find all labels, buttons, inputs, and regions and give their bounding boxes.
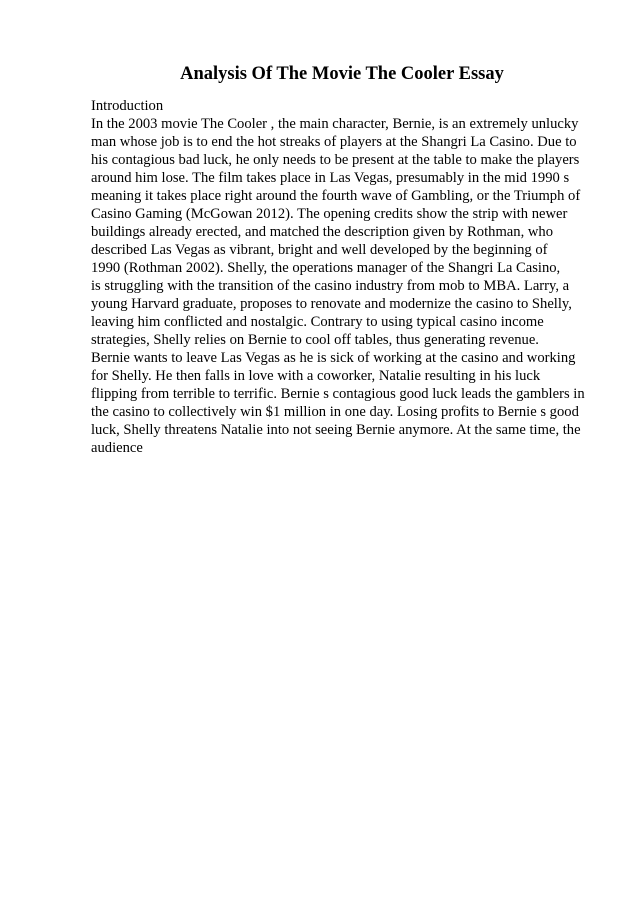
text-line: leaving him conflicted and nostalgic. Contrary to using typical casino income <box>91 314 544 330</box>
text-line: Bernie wants to leave Las Vegas as he is sick of working at the casino and working <box>91 350 576 366</box>
text-line: 1990 (Rothman 2002). Shelly, the operations manager of the Shangri La Casino, <box>91 260 561 276</box>
text-line: for Shelly. He then falls in love with a coworker, Natalie resulting in his luck <box>91 368 541 384</box>
text-line: Introduction <box>91 98 164 114</box>
document-title: Analysis Of The Movie The Cooler Essay <box>180 64 504 84</box>
text-line: man whose job is to end the hot streaks of players at the Shangri La Casino. Due to <box>91 134 577 150</box>
text-line: flipping from terrible to terrific. Bernie s contagious good luck leads the gamblers in <box>91 386 585 402</box>
essay-body <box>91 97 611 457</box>
text-line: luck, Shelly threatens Natalie into not seeing Bernie anymore. At the same time, the <box>91 422 581 438</box>
text-line: Casino Gaming (McGowan 2012). The opening credits show the strip with newer <box>91 206 568 222</box>
text-line: meaning it takes place right around the fourth wave of Gambling, or the Triumph of <box>91 188 581 204</box>
text-line: In the 2003 movie The Cooler , the main character, Bernie, is an extremely unlucky <box>91 116 579 132</box>
text-line: around him lose. The film takes place in Las Vegas, presumably in the mid 1990 s <box>91 170 570 186</box>
text-line: his contagious bad luck, he only needs to be present at the table to make the players <box>91 152 580 168</box>
text-line: buildings already erected, and matched the description given by Rothman, who <box>91 224 554 240</box>
text-line: the casino to collectively win $1 million in one day. Losing profits to Bernie s good <box>91 404 579 420</box>
text-line: described Las Vegas as vibrant, bright and well developed by the beginning of <box>91 242 548 258</box>
text-line: audience <box>91 440 143 456</box>
text-line: is struggling with the transition of the casino industry from mob to MBA. Larry, a <box>91 278 570 294</box>
text-line: strategies, Shelly relies on Bernie to cool off tables, thus generating revenue. <box>91 332 539 348</box>
text-line: young Harvard graduate, proposes to renovate and modernize the casino to Shelly, <box>91 296 572 312</box>
